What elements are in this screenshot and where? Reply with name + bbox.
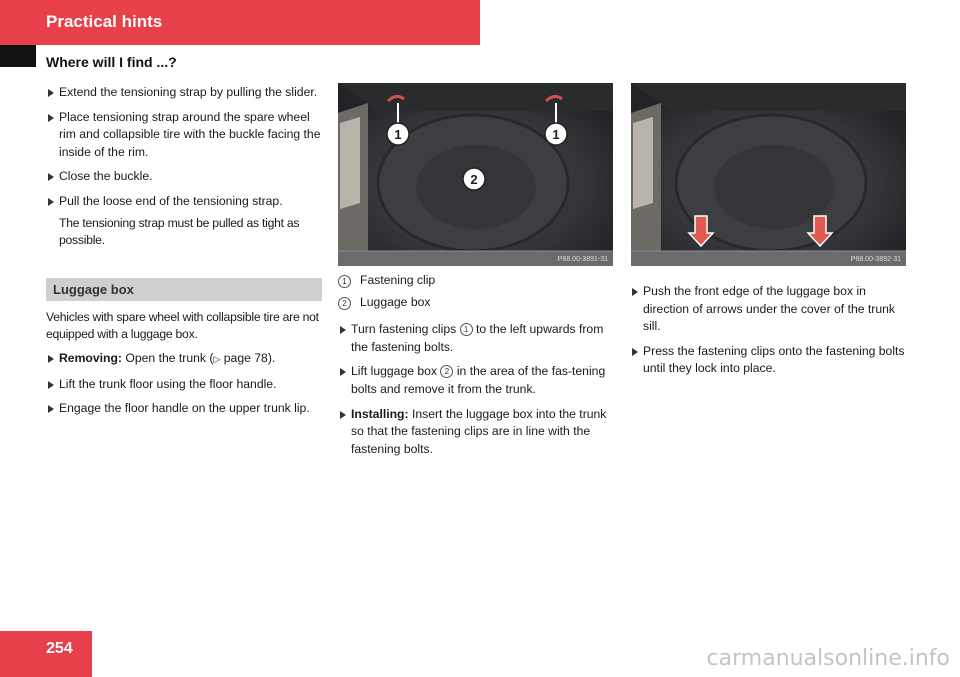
column-right [630, 283, 910, 385]
step-push-edge: Push the front edge of the luggage box in direction of arrows under the cover of the trunk sill. [630, 283, 910, 336]
callout-1-left: 1 [394, 127, 402, 142]
trunk-photo-clips-drawing [338, 83, 613, 266]
legend-fastening-clip [338, 272, 616, 290]
step-removing [46, 350, 322, 369]
step-extend-strap: Extend the tensioning strap by pulling the slider. [46, 84, 322, 102]
legend-label: Fastening clip [360, 273, 436, 287]
section-title: Where will I find ...? [46, 54, 177, 70]
inline-number: 1 [460, 323, 473, 336]
step-place-strap: Place tensioning strap around the spare wheel rim and collapsible tire with the buckle facing the inside of the rim. [46, 109, 322, 162]
luggage-box-heading: Luggage box [46, 278, 322, 301]
image2-code: P68.00-3892-31 [850, 256, 901, 263]
step-engage-handle: Engage the floor handle on the upper trunk lip. [46, 400, 322, 418]
callout-1-right: 1 [552, 127, 560, 142]
step-text: Lift luggage box [351, 364, 441, 379]
callout-2: 2 [470, 172, 478, 187]
legend-number: 1 [338, 275, 351, 288]
step-lift-floor: Lift the trunk floor using the floor handle. [46, 376, 322, 394]
strap-note: The tensioning strap must be pulled as tight as possible. [59, 215, 300, 248]
legend-number: 2 [338, 297, 351, 310]
step-press-clips: Press the fastening clips onto the fastening bolts until they lock into place. [630, 343, 910, 378]
step-text: to the left upwards from the fastening bolts. [351, 322, 604, 354]
chapter-title: Practical hints [46, 12, 163, 31]
step-pull-strap: Pull the loose end of the tensioning strap. [46, 193, 322, 211]
installing-text: Insert the luggage box into the trunk so that the fastening clips are in line with the fastening bolts. [351, 406, 607, 456]
step-close-buckle: Close the buckle. [46, 168, 322, 186]
legend-label: Luggage box [360, 294, 431, 309]
column-middle [338, 272, 616, 465]
trunk-photo-clips [338, 83, 613, 266]
column-left [46, 84, 322, 425]
section-tab [0, 45, 36, 67]
image1-code: P68.00-3891-31 [557, 256, 608, 263]
step-text: in the area of the fas-tening bolts and remove it from the trunk. [351, 364, 606, 396]
step-text: Turn fastening clips [351, 322, 460, 337]
removing-label: Removing: [59, 350, 122, 365]
step-installing [338, 406, 616, 459]
installing-label: Installing: [351, 406, 409, 421]
watermark: carmanualsonline.info [706, 646, 950, 671]
luggage-box-intro: Vehicles with spare wheel with collapsible tire are not equipped with a luggage box. [46, 309, 319, 342]
page-ref[interactable]: page 78). [220, 350, 276, 365]
step-turn-clips [338, 321, 616, 356]
inline-number: 2 [440, 365, 453, 378]
step-lift-box [338, 363, 616, 398]
trunk-photo-arrows [631, 83, 906, 266]
page-number: 254 [46, 640, 73, 657]
removing-text: Open the trunk ( [125, 350, 214, 365]
trunk-photo-arrows-drawing [631, 83, 906, 266]
page-ref-arrow-icon: ▷ [213, 353, 221, 364]
legend-luggage-box [338, 294, 616, 312]
